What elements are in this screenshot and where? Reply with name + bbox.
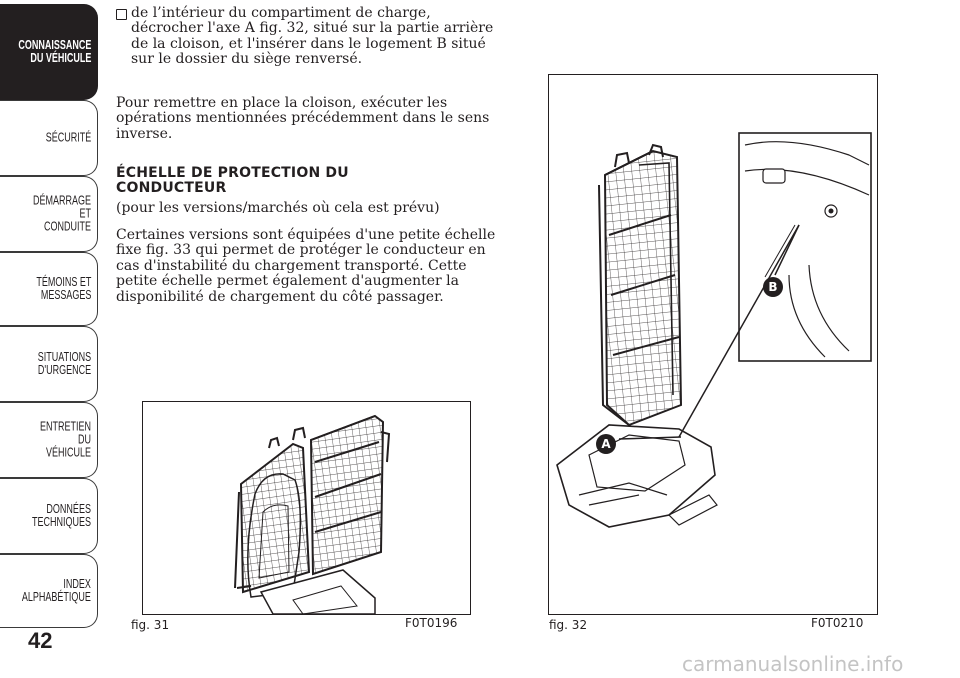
tab-label: DÉMARRAGE ET CONDUITE: [32, 193, 91, 234]
figure-32-code: F0T0210: [811, 616, 864, 630]
watermark: carmanualsonline.info: [682, 652, 904, 676]
tab-label: SITUATIONS D'URGENCE: [37, 350, 91, 377]
tab-label: TÉMOINS ET MESSAGES: [35, 275, 91, 302]
tab-label: SÉCURITÉ: [45, 130, 91, 145]
section-subheading: (pour les versions/marchés où cela est prévu): [116, 200, 440, 216]
paragraph-remise-en-place: Pour remettre en place la cloison, exécuter les opérations mentionnées précédemment dans le sens inverse.: [116, 95, 490, 142]
figure-31-code: F0T0196: [405, 616, 458, 630]
tab-label: CONNAISSANCE DU VÉHICULE: [17, 38, 91, 65]
tab-situations-d-urgence[interactable]: [0, 326, 98, 402]
tab-securite[interactable]: [0, 100, 98, 176]
partition-detail-illustration: [549, 75, 877, 614]
partition-seat-illustration: [143, 402, 470, 614]
tab-temoins-et-messages[interactable]: [0, 252, 98, 326]
tab-donnees-techniques[interactable]: [0, 478, 98, 554]
bullet-item: [116, 6, 506, 68]
section-heading: ÉCHELLE DE PROTECTION DU CONDUCTEUR: [116, 165, 349, 196]
figure-31-label: fig. 31: [131, 618, 170, 632]
tab-demarrage-et-conduite[interactable]: [0, 176, 98, 252]
bullet-text: de l’intérieur du compartiment de charge, décrocher l'axe A fig. 32, situé sur la partie arrière de la cloison, et l'insérer dans le logement B situé sur le dossier du siège renversé.: [131, 5, 494, 68]
tab-label: ENTRETIEN DU VÉHICULE: [39, 419, 91, 460]
figure-31: [131, 401, 471, 632]
callout-b: B: [763, 277, 783, 297]
tab-index-alphabetique[interactable]: [0, 554, 98, 628]
figure-32-label: fig. 32: [549, 618, 588, 632]
tab-label: DONNÉES TECHNIQUES: [31, 502, 91, 529]
tab-connaissance-du-vehicule[interactable]: [0, 4, 98, 100]
page-number: 42: [28, 628, 53, 653]
tab-entretien-du-vehicule[interactable]: [0, 402, 98, 478]
callout-a: A: [596, 434, 616, 454]
paragraph-echelle: Certaines versions sont équipées d'une petite échelle fixe fig. 33 qui permet de protéger le conducteur en cas d'instabilité du chargement transporté. Cette petite échelle permet également d'augmenter la disponibilité de chargement du côté passager.: [116, 227, 496, 305]
checkbox-bullet-icon: [116, 9, 127, 20]
tab-label: INDEX ALPHABÉTIQUE: [21, 577, 91, 604]
figure-32: [548, 74, 878, 632]
